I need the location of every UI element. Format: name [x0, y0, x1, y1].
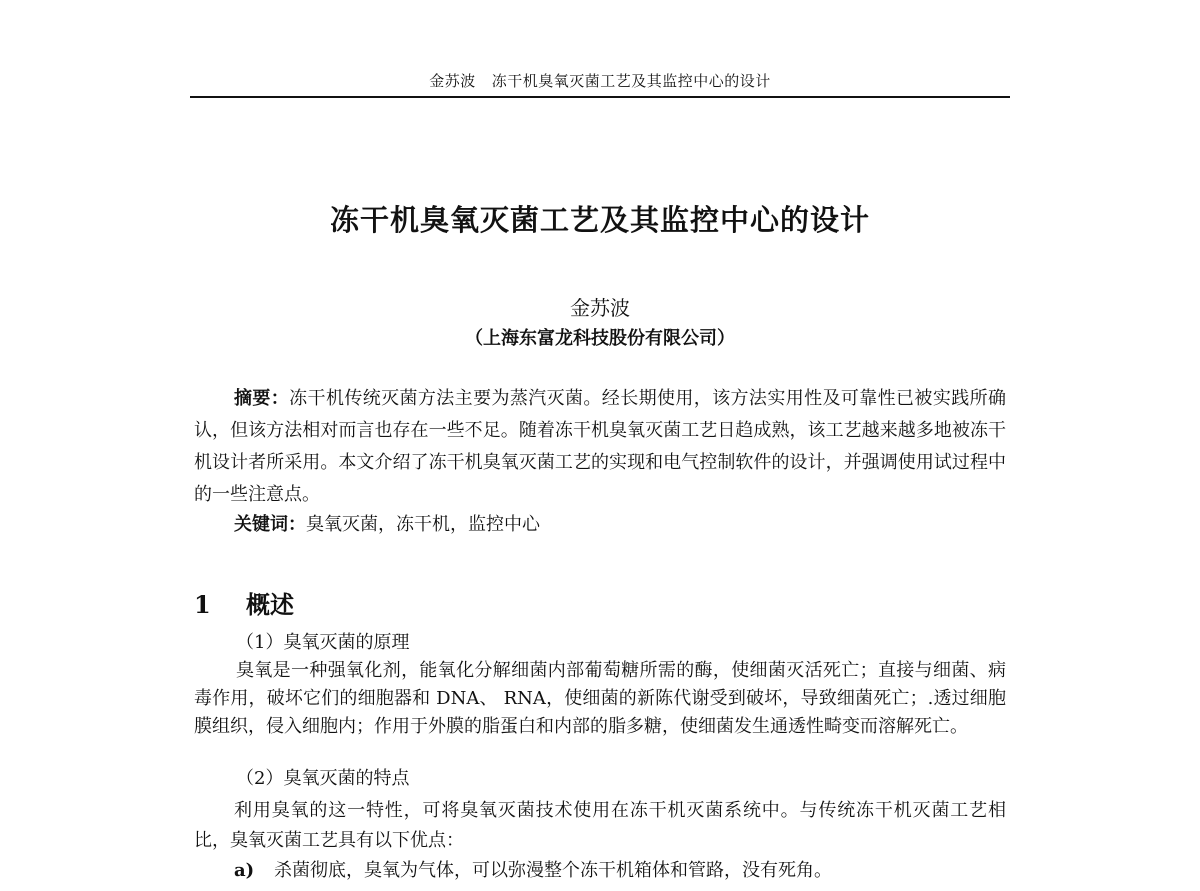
keywords-text: 臭氧灭菌，冻干机，监控中心	[306, 514, 540, 535]
paper-title: 冻干机臭氧灭菌工艺及其监控中心的设计	[329, 203, 870, 237]
subsection-features: （2）臭氧灭菌的特点	[236, 768, 410, 789]
list-text: 杀菌彻底，臭氧为气体，可以弥漫整个冻干机箱体和管路，没有死角。	[274, 860, 832, 881]
paper-author: 金苏波	[570, 296, 630, 320]
abstract	[194, 383, 1006, 511]
paper-affiliation: （上海东富龙科技股份有限公司）	[465, 328, 735, 349]
paragraph-features: 利用臭氧的这一特性，可将臭氧灭菌技术使用在冻干机灭菌系统中。与传统冻干机灭菌工艺相比，臭氧灭菌工艺具有以下优点：	[194, 800, 1006, 851]
keywords-label: 关键词：	[234, 514, 306, 535]
running-head-author: 金苏波	[429, 72, 476, 90]
running-head-title: 冻干机臭氧灭菌工艺及其监控中心的设计	[491, 72, 771, 90]
abstract-text: 冻干机传统灭菌方法主要为蒸汽灭菌。经长期使用，该方法实用性及可靠性已被实践所确认，但该方法相对而言也存在一些不足。随着冻干机臭氧灭菌工艺日趋成熟，该工艺越来越多地被冻干机设计者所采用。本文介绍了冻干机臭氧灭菌工艺的实现和电气控制软件的设计，并强调使用试过程中的一些注意点。	[194, 388, 1006, 505]
running-head	[190, 70, 1010, 91]
section-number: 1	[194, 590, 211, 619]
section-heading	[194, 585, 594, 620]
subsection-principle: （1）臭氧灭菌的原理	[236, 632, 410, 653]
list-item	[234, 858, 1006, 884]
paragraph-principle: 臭氧是一种强氧化剂，能氧化分解细菌内部葡萄糖所需的酶，使细菌灭活死亡；直接与细菌、病毒作用，破坏它们的细胞器和 DNA、 RNA，使细菌的新陈代谢受到破坏，导致细菌死亡；.透过细胞膜组织，侵入细胞内；作用于外膜的脂蛋白和内部的脂多糖，使细菌发生通透性畸变而溶解死亡。	[194, 660, 1006, 737]
keywords	[234, 510, 1006, 540]
list-marker: a)	[234, 860, 255, 881]
header-rule	[190, 96, 1010, 98]
section-title: 概述	[246, 591, 294, 619]
abstract-label: 摘要：	[234, 388, 290, 409]
